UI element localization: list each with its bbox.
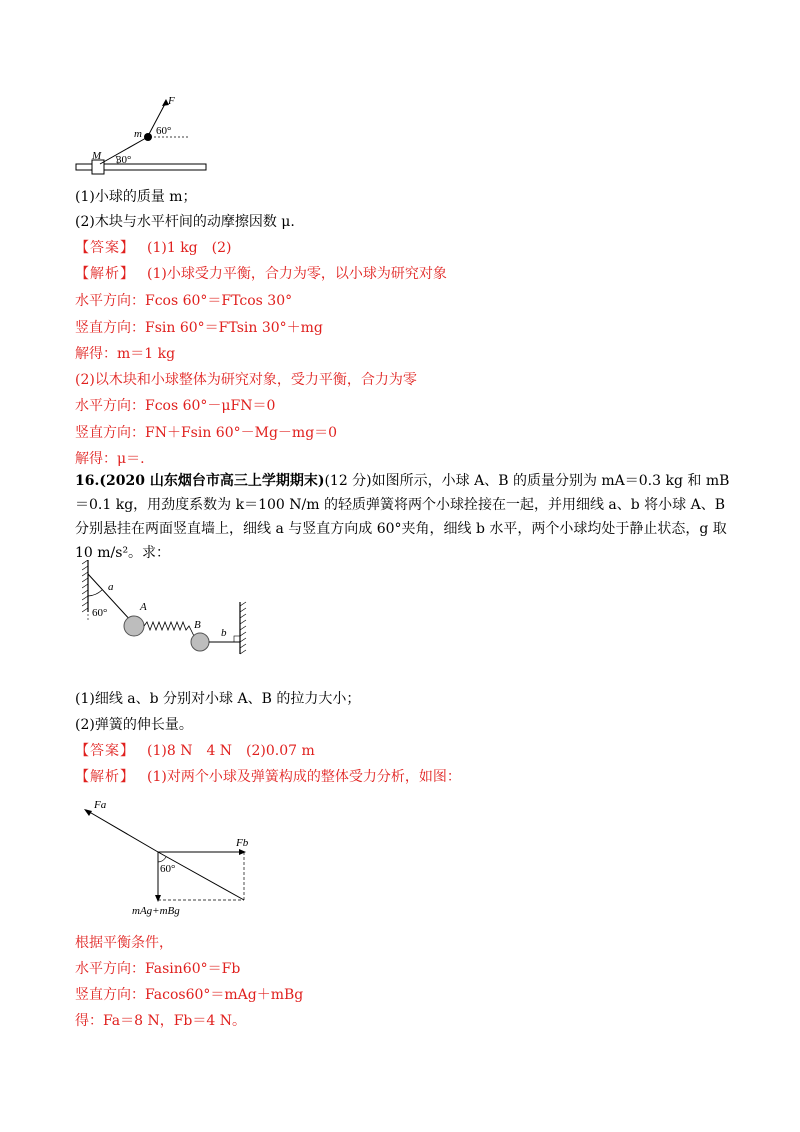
label-B: B (194, 619, 201, 631)
label-m: m (134, 128, 142, 140)
q16-analysis-first (75, 767, 461, 787)
q15-answer (75, 238, 231, 258)
angle-30: 30° (116, 154, 132, 166)
analysis-line: 解得：μ＝. (75, 451, 145, 467)
analysis-line: (1)对两个小球及弹簧构成的整体受力分析，如图： (147, 769, 461, 785)
q16-part1: (1)细线 a、b 分别对小球 A、B 的拉力大小； (75, 691, 361, 707)
label-b: b (221, 627, 227, 639)
figure-block-ball-rod (70, 90, 210, 180)
analysis-line: 解得：m＝1 kg (75, 346, 176, 362)
block-m (92, 160, 104, 174)
question-stem: (12 分)如图所示，小球 A、B 的质量分别为 mA＝0.3 kg 和 mB＝0.1 kg，用劲度系数为 k＝100 N/m 的轻质弹簧将两个小球拴接在一起，并用细线 a、b 将小球 A、B 分别悬挂在两面竖直墙上，细线 a 与竖直方向成 60°夹角，细线 b 水平，两个小球均处于静止状态，g 取 10 m/s²。求： (75, 473, 730, 561)
analysis-line: 得：Fa＝8 N，Fb＝4 N。 (75, 1013, 247, 1029)
q15-part2: (2)木块与水平杆间的动摩擦因数 μ. (75, 214, 295, 230)
question-number: 16. (75, 473, 100, 489)
ball-m (144, 133, 152, 141)
q16-stem (75, 469, 735, 565)
figure-2-svg (82, 560, 262, 656)
answer-text: (1)1 kg (2) (147, 240, 232, 256)
analysis-line: 水平方向：Fcos 60°＝FTcos 30° (75, 293, 293, 309)
label-Fa: Fa (94, 799, 107, 811)
label-a: a (108, 581, 114, 593)
analysis-line: 水平方向：Fcos 60°－μFN＝0 (75, 398, 276, 414)
q16-answer (75, 741, 315, 761)
q16-part2: (2)弹簧的伸长量。 (75, 717, 193, 733)
figure-3-svg (82, 796, 272, 920)
angle-60: 60° (160, 863, 176, 875)
answer-tag: 【答案】 (75, 240, 135, 256)
answer-tag: 【答案】 (75, 743, 135, 759)
analysis-line: 竖直方向：Fsin 60°＝FTsin 30°＋mg (75, 320, 323, 336)
ball-A (124, 616, 144, 636)
label-F: F (168, 95, 175, 107)
label-M: M (92, 150, 102, 162)
label-Fb: Fb (236, 837, 249, 849)
label-A: A (140, 601, 147, 613)
angle-60: 60° (92, 607, 108, 619)
figure-two-balls-spring (82, 560, 262, 656)
analysis-line: (1)小球受力平衡，合力为零，以小球为研究对象 (147, 266, 447, 282)
analysis-line: (2)以木块和小球整体为研究对象，受力平衡，合力为零 (75, 372, 417, 388)
answer-text: (1)8 N 4 N (2)0.07 m (147, 743, 315, 759)
analysis-line: 根据平衡条件， (75, 935, 173, 951)
q15-analysis-first (75, 264, 447, 284)
analysis-line: 竖直方向：Facos60°＝mAg＋mBg (75, 987, 304, 1003)
analysis-line: 水平方向：Fasin60°＝Fb (75, 961, 241, 977)
analysis-tag: 【解析】 (75, 769, 135, 785)
figure-force-diagram (82, 796, 272, 920)
question-source: (2020 山东烟台市高三上学期期末) (99, 473, 325, 489)
figure-1-svg (70, 90, 210, 180)
analysis-line: 竖直方向：FN＋Fsin 60°－Mg－mg＝0 (75, 425, 338, 441)
label-weight: mAg+mBg (132, 905, 180, 917)
analysis-tag: 【解析】 (75, 266, 135, 282)
angle-60: 60° (156, 125, 172, 137)
ball-B (191, 633, 209, 651)
q15-part1: (1)小球的质量 m； (75, 189, 197, 205)
